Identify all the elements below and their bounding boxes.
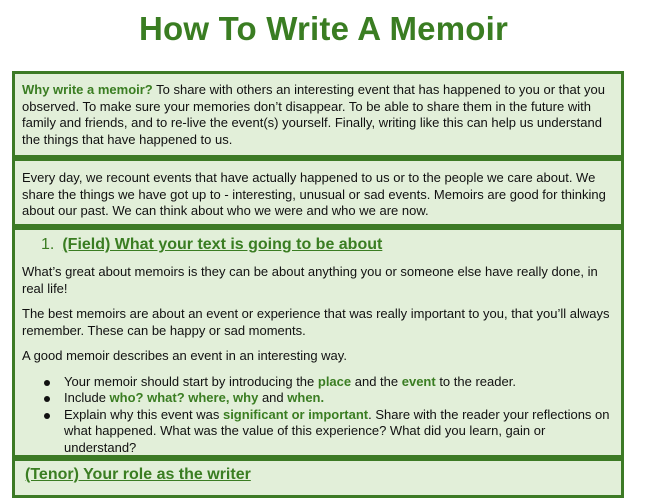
list-item: Your memoir should start by introducing the place and the event to the reader.: [44, 374, 615, 391]
why-memoir-box: [12, 71, 624, 158]
tenor-section-box: [12, 458, 624, 498]
field-section-box: [12, 227, 624, 458]
why-memoir-text: To share with others an interesting event that has happened to you or that you observed. To make sure your memories don’t disappear. To be able to share them in the future with family and friends, and to re-live the event(s) yourself. Finally, writing like this can help us understand the things that have happened to us.: [22, 82, 605, 147]
page-title: How To Write A Memoir: [138, 10, 509, 47]
bullet-dot-icon: [44, 413, 50, 419]
tenor-heading: (Tenor) Your role as the writer: [25, 466, 251, 483]
field-heading-number: 1.: [41, 236, 55, 253]
list-item: Explain why this event was significant or important. Share with the reader your reflections on what happened. What was the value of this experience? What did you learn, gain or understand?: [44, 407, 615, 457]
field-bullet-list: [22, 374, 615, 457]
field-paragraph-1: What’s great about memoirs is they can be about anything you or someone else have really done, in real life!: [22, 264, 598, 296]
bullet-dot-icon: [44, 396, 50, 402]
list-item: Include who? what? where, why and when.: [44, 390, 615, 407]
why-memoir-paragraph: [22, 82, 615, 148]
field-paragraph-3: A good memoir describes an event in an interesting way.: [22, 348, 347, 363]
why-memoir-lead: Why write a memoir?: [22, 82, 153, 97]
field-paragraph-2: The best memoirs are about an event or experience that was really important to you, that you’ll always remember. These can be happy or sad moments.: [22, 306, 610, 338]
field-heading-text: (Field) What your text is going to be about: [62, 236, 383, 253]
bullet-dot-icon: [44, 380, 50, 386]
field-heading: [22, 235, 615, 255]
every-day-box: [12, 158, 624, 227]
every-day-paragraph: Every day, we recount events that have actually happened to us or to the people we care about. We share the things we have got up to - interesting, unusual or sad events. Memoirs are good for thinking about our past. We can think about who we were and who we are now.: [22, 170, 606, 218]
